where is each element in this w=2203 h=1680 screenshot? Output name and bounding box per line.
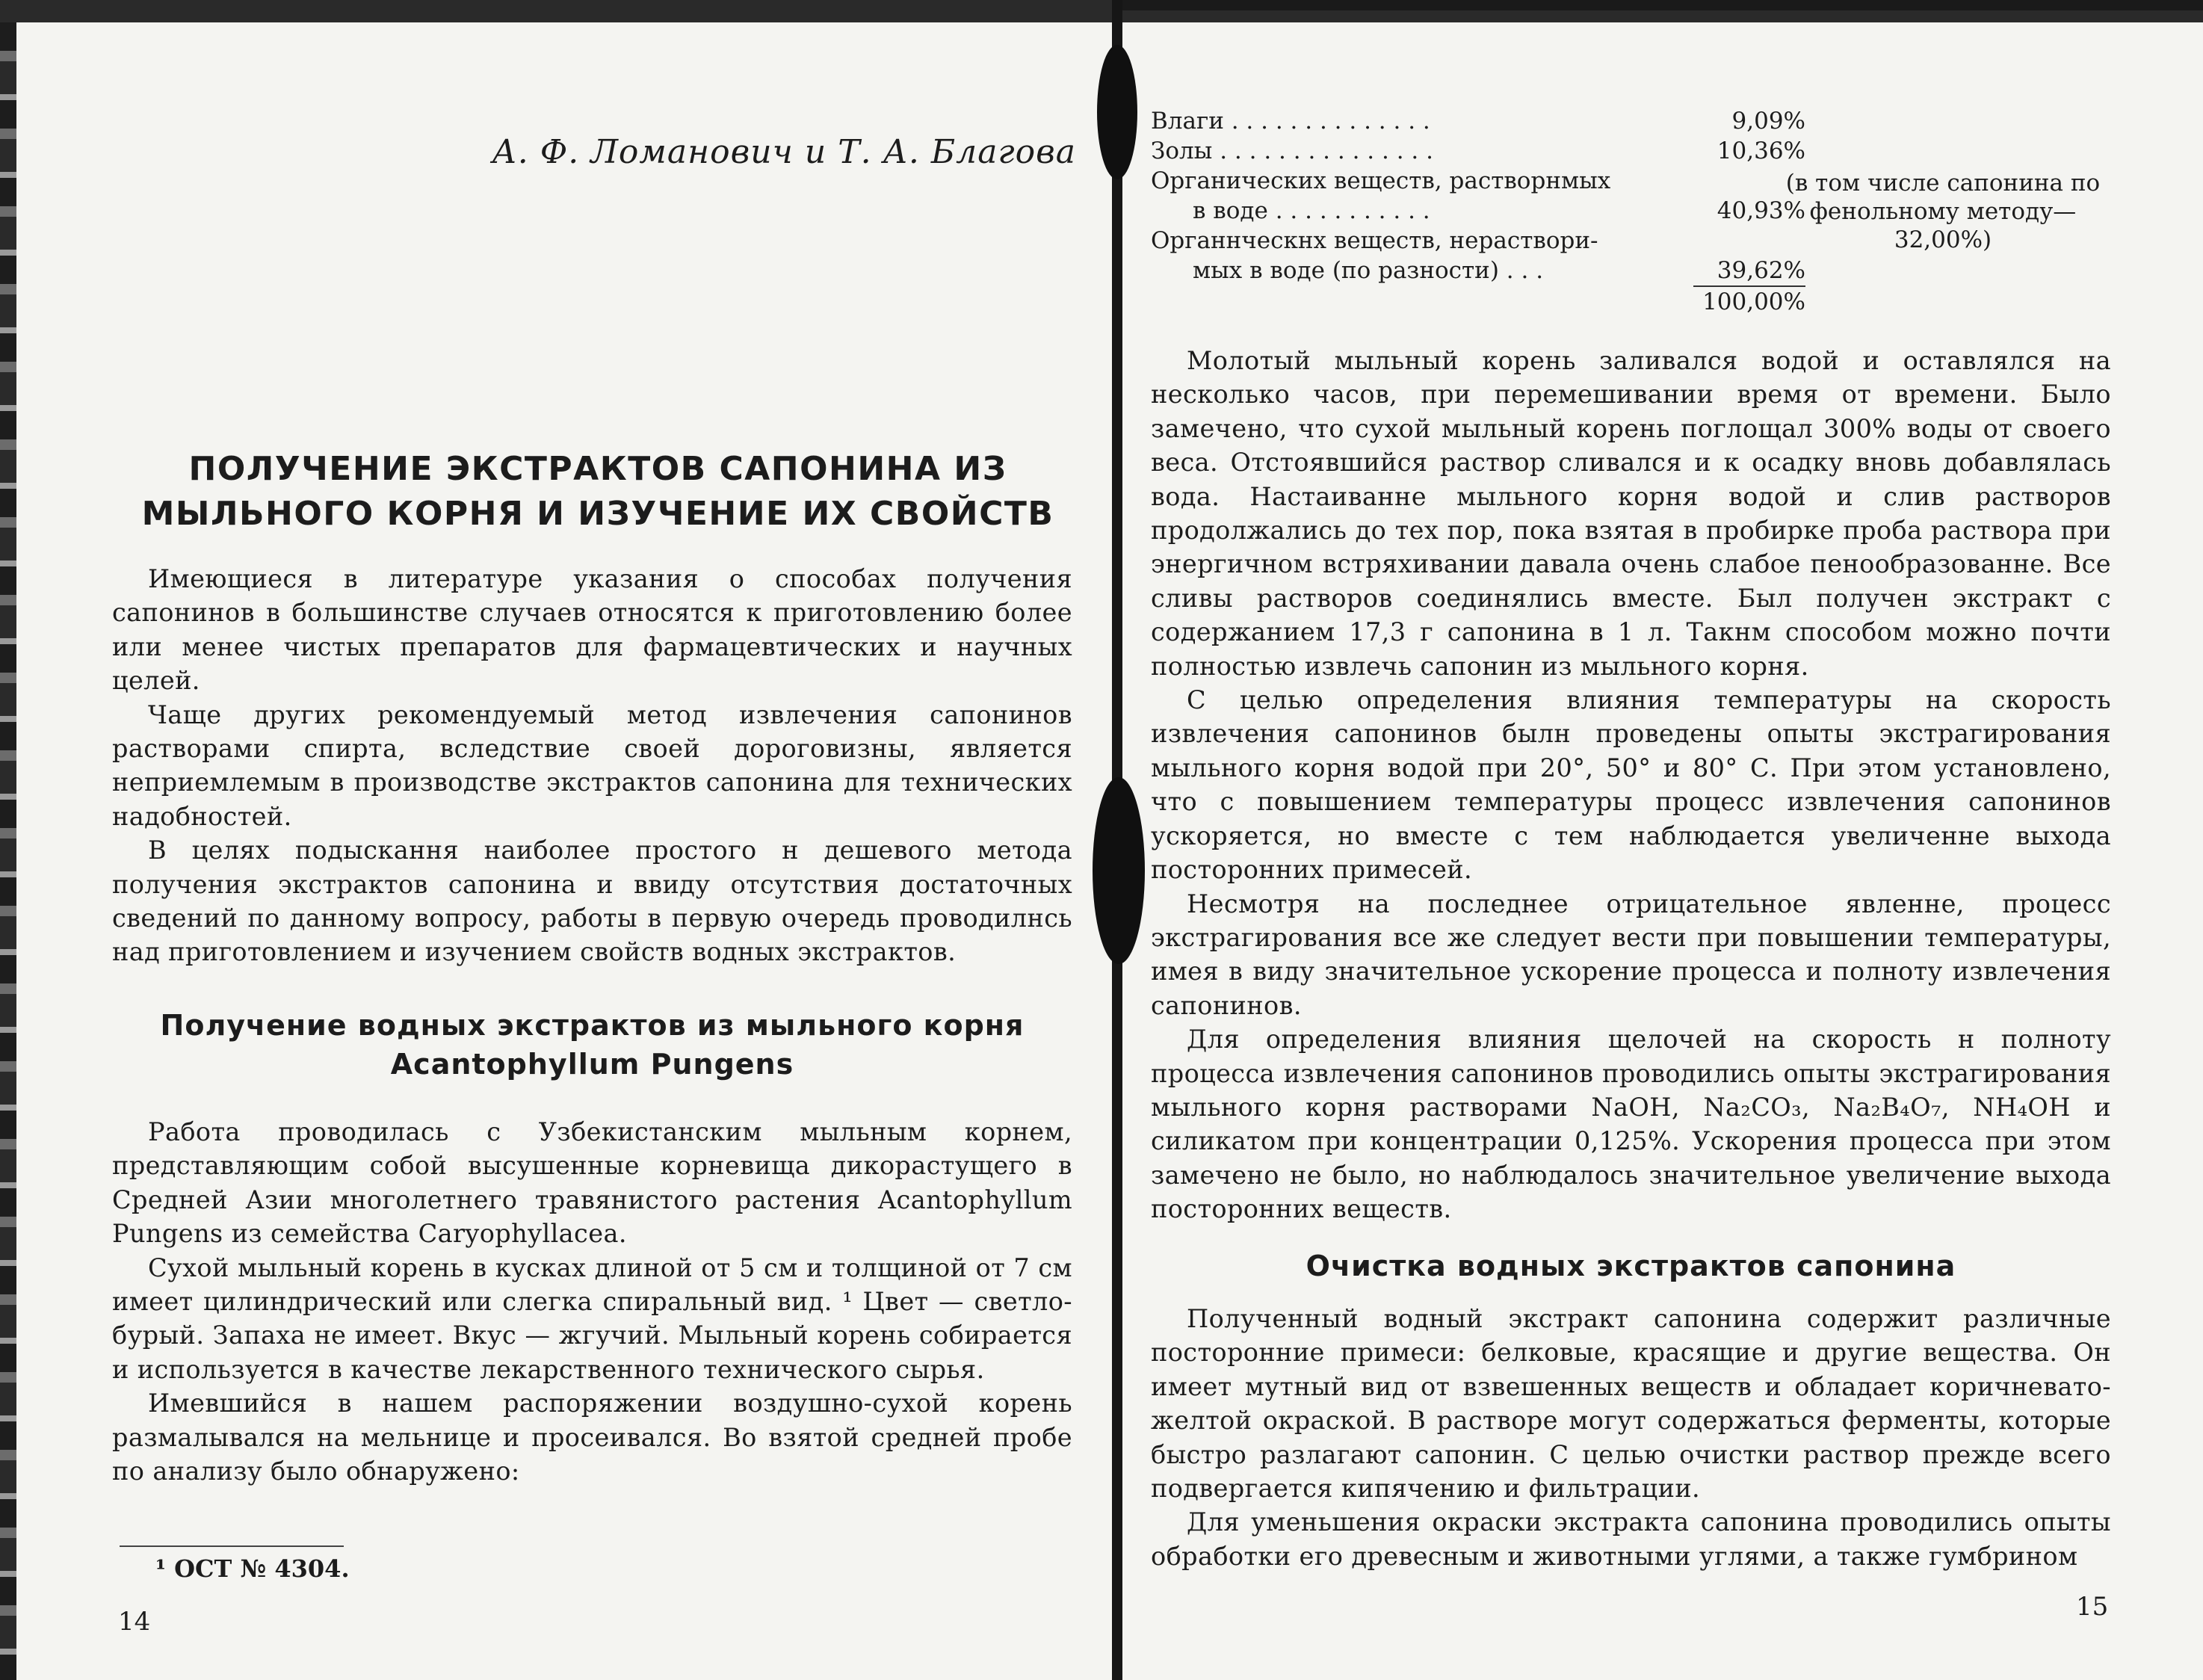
- section-extraction: [112, 1006, 1072, 1488]
- composition-table: [1151, 106, 1805, 317]
- body-paragraph: С целью определения влияния температуры на скорость извлечения сапонинов былн проведены опыты экстрагирования мыльного корня водой при 20°, 50° и 80° С. При этом установлено, что с повышением температуры процесс извлечения сапонинов ускоряется, но вместе с тем наблюдается увеличенне выхода посторонних примесей.: [1151, 685, 2111, 885]
- page-number: 15: [2076, 1592, 2109, 1622]
- section-heading: Очистка водных экстрактов сапонина: [1306, 1250, 1956, 1282]
- page-number: 14: [118, 1607, 151, 1637]
- row-label: Золы . . . . . . . . . . . . . . .: [1151, 138, 1433, 164]
- authors: А. Ф. Ломанович и Т. А. Благова: [492, 133, 1076, 171]
- intro-paragraph: Чаще других рекомендуемый метод извлечения сапонинов растворами спирта, вследствие своей дороговизны, является неприемлемым в производстве экстрактов сапонина для технических надобностей.: [112, 700, 1072, 831]
- intro-text: [112, 562, 1072, 969]
- table-row: [1151, 226, 1805, 256]
- row-value: 40,93%: [1717, 197, 1805, 224]
- section-paragraph: Имевшийся в нашем распоряжении воздушно-сухой корень размалывался на мельнице и просеивался. Во взятой средней пробе по анализу было обнаружено:: [112, 1389, 1072, 1486]
- body-paragraph: Молотый мыльный корень заливался водой и оставлялся на несколько часов, при перемешивании время от времени. Было замечено, что сухой мыльный корень поглощал 300% воды от своего веса. Отстоявшийся раствор сливался и к осадку вновь добавлялась вода. Настаиванне мыльного корня водой и слив растворов продолжались до тех пор, пока взятая в пробирке проба раствора при энергичном встряхивании давала очень слабое пенообразованне. Все сливы растворов соединялись вместе. Был получен экстракт с содержанием 17,3 г сапонина в 1 л. Такнм способом можно почти полностью извлечь сапонин из мыльного корня.: [1151, 346, 2111, 681]
- row-label: в воде . . . . . . . . . . .: [1193, 197, 1430, 224]
- footnote: ¹ ОСТ № 4304.: [155, 1554, 350, 1583]
- table-total-row: [1151, 286, 1805, 317]
- saponin-note: (в том числе сапонина по фенольному методу— 32,00%): [1785, 170, 2101, 253]
- table-row: [1151, 106, 1805, 136]
- right-page: [1151, 0, 2115, 1680]
- ink-blot-middle: [1093, 777, 1145, 964]
- row-label: Влаги . . . . . . . . . . . . . .: [1151, 108, 1430, 135]
- row-label: Органнческнх веществ, нераствори-: [1151, 227, 1598, 254]
- section-paragraph: Сухой мыльный корень в кусках длиной от 5 см и толщиной от 7 см имеет цилиндрический или слегка спиральный вид. ¹ Цвет — светло-бурый. Запаха не имеет. Вкус — жгучий. Мыльный корень собирается и используется в качестве лекарственного технического сырья.: [112, 1253, 1072, 1384]
- section-purification: [1151, 1247, 2111, 1573]
- body-text: [1151, 344, 2111, 1226]
- total-value: 100,00%: [1693, 286, 1805, 317]
- left-page: [112, 0, 1076, 1680]
- body-paragraph: Несмотря на последнее отрицательное явленне, процесс экстрагирования все же следует вести при повышении температуры, имея в виду значительное ускорение процесса и полноту извлечения сапонинов.: [1151, 889, 2111, 1020]
- article-title: ПОЛУЧЕНИЕ ЭКСТРАКТОВ САПОНИНА ИЗ МЫЛЬНОГО КОРНЯ И ИЗУЧЕНИЕ ИХ СВОЙСТВ: [141, 450, 1054, 533]
- body-paragraph: Для определения влияния щелочей на скорость н полноту процесса извлечения сапонинов проводились опыты экстрагирования мыльного корня растворами NaOH, Na₂CO₃, Na₂B₄O₇, NH₄OH и силикатом при концентрации 0,125%. Ускорения процесса при этом замечено не было, но наблюдалось значительное увеличение выхода посторонних веществ.: [1151, 1025, 2111, 1224]
- table-row: [1151, 136, 1805, 166]
- section-paragraph: Для уменьшения окраски экстракта сапонина проводились опыты обработки его древесным и животными углями, а также гумбрином: [1151, 1507, 2111, 1571]
- table-row: [1151, 196, 1805, 226]
- table-row: [1151, 166, 1805, 196]
- ink-blot-upper: [1097, 45, 1137, 179]
- row-value: 10,36%: [1717, 138, 1805, 164]
- row-label: Органических веществ, растворнмых: [1151, 167, 1611, 194]
- row-value: 9,09%: [1731, 108, 1805, 135]
- table-row: [1151, 256, 1805, 286]
- row-value: 39,62%: [1717, 257, 1805, 284]
- scan-left-edge: [0, 22, 16, 1680]
- intro-paragraph: В целях подыскання наиболее простого н дешевого метода получения экстрактов сапонина и ввиду отсутствия достаточных сведений по данному вопросу, работы в первую очередь проводилнсь над приготовлением и изучением свойств водных экстрактов.: [112, 836, 1072, 967]
- section-heading: Получение водных экстрактов из мыльного корня Acantophyllum Pungens: [160, 1009, 1025, 1081]
- section-paragraph: Работа проводилась с Узбекистанским мыльным корнем, представляющим собой высушенные корневища дикорастущего в Средней Азии многолетнего травянистого растения Acantophyllum Pungens из семейства Caryophyllacea.: [112, 1117, 1072, 1249]
- row-label: мых в воде (по разности) . . .: [1193, 257, 1544, 284]
- intro-paragraph: Имеющиеся в литературе указания о способах получения сапонинов в большинстве случаев относятся к приготовлению более или менее чистых препаратов для фармацевтических и научных целей.: [112, 564, 1072, 696]
- section-paragraph: Полученный водный экстракт сапонина содержит различные посторонние примеси: белковые, красящие и другие вещества. Он имеет мутный вид от взвешенных веществ и обладает коричневато-желтой окраской. В растворе могут содержаться ферменты, которые быстро разлагают сапонин. С целью очистки раствор прежде всего подвергается кипячению и фильтрации.: [1151, 1304, 2111, 1504]
- footnote-rule: [120, 1545, 344, 1547]
